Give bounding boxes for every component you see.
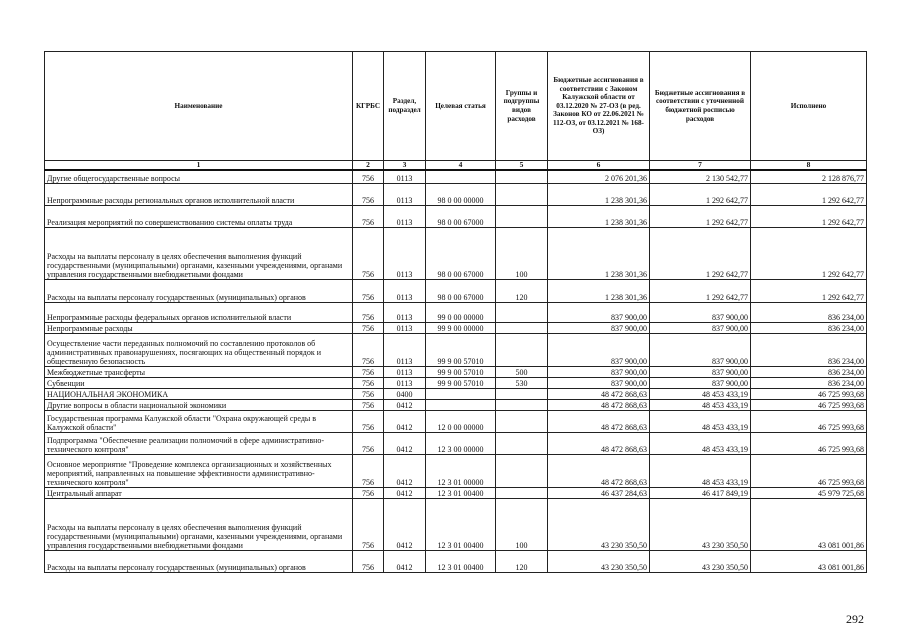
row-expense-group [496,170,548,183]
row-name: Расходы на выплаты персоналу государственных (муниципальных) органов [45,550,353,572]
row-budget-refined: 48 453 433,19 [650,399,751,410]
row-target: 99 9 00 57010 [426,366,496,377]
row-name: Осуществление части переданных полномочий по составлению протоколов об административных правонарушениях, посягающих на общественный порядок и общественную безопасность [45,333,353,366]
row-section: 0113 [384,279,426,302]
row-section: 0113 [384,183,426,205]
row-section: 0412 [384,454,426,487]
row-budget-law: 48 472 868,63 [548,388,650,399]
row-name: Расходы на выплаты персоналу государственных (муниципальных) органов [45,279,353,302]
row-budget-refined: 43 230 350,50 [650,498,751,550]
row-name: Другие общегосударственные вопросы [45,170,353,183]
table-row [45,183,867,205]
row-budget-refined: 1 292 642,77 [650,205,751,227]
row-name: Непрограммные расходы [45,322,353,333]
row-executed: 1 292 642,77 [751,205,867,227]
row-name: НАЦИОНАЛЬНАЯ ЭКОНОМИКА [45,388,353,399]
row-kgrbs: 756 [353,170,384,183]
table-row [45,454,867,487]
row-kgrbs: 756 [353,366,384,377]
row-executed: 2 128 876,77 [751,170,867,183]
row-kgrbs: 756 [353,322,384,333]
header-budget-refined: Бюджетные ассигнования в соответствии с уточненной бюджетной росписью расходов [650,52,751,161]
row-target [426,170,496,183]
row-kgrbs: 756 [353,454,384,487]
table-row [45,279,867,302]
row-section: 0113 [384,205,426,227]
row-executed: 46 725 993,68 [751,454,867,487]
table-row [45,302,867,322]
row-name: Расходы на выплаты персоналу в целях обеспечения выполнения функций государственными (муниципальными) органами, казенными учреждениями, органами управления государственными внебюджетными фондами [45,227,353,279]
row-executed: 836 234,00 [751,333,867,366]
row-executed: 836 234,00 [751,377,867,388]
row-expense-group [496,302,548,322]
row-target: 98 0 00 67000 [426,205,496,227]
header-name: Наименование [45,52,353,161]
row-target: 99 9 00 57010 [426,333,496,366]
row-section: 0412 [384,432,426,454]
row-expense-group [496,487,548,498]
row-kgrbs: 756 [353,399,384,410]
row-name: Непрограммные расходы региональных органов исполнительной власти [45,183,353,205]
row-executed: 43 081 001,86 [751,550,867,572]
column-number: 7 [650,161,751,171]
row-target: 98 0 00 67000 [426,227,496,279]
row-section: 0113 [384,366,426,377]
row-budget-refined: 837 900,00 [650,366,751,377]
row-section: 0113 [384,227,426,279]
row-target: 99 9 00 00000 [426,322,496,333]
row-executed: 43 081 001,86 [751,498,867,550]
row-name: Расходы на выплаты персоналу в целях обеспечения выполнения функций государственными (муниципальными) органами, казенными учреждениями, органами управления государственными внебюджетными фондами [45,498,353,550]
column-number-row [45,161,867,171]
row-expense-group [496,388,548,399]
page-number: 292 [846,612,864,626]
row-executed: 46 725 993,68 [751,432,867,454]
row-name: Центральный аппарат [45,487,353,498]
row-expense-group [496,410,548,432]
row-budget-refined: 48 453 433,19 [650,432,751,454]
header-row [45,52,867,161]
row-name: Основное мероприятие "Проведение комплекса организационных и хозяйственных мероприятий, направленных на повышение эффективности административно-технического контроля" [45,454,353,487]
row-budget-law: 1 238 301,36 [548,227,650,279]
row-executed: 46 725 993,68 [751,399,867,410]
row-section: 0412 [384,399,426,410]
column-number: 5 [496,161,548,171]
table-row [45,170,867,183]
row-target: 12 3 01 00400 [426,487,496,498]
row-budget-law: 43 230 350,50 [548,498,650,550]
table-row [45,366,867,377]
row-budget-law: 43 230 350,50 [548,550,650,572]
row-target: 99 9 00 57010 [426,377,496,388]
table-row [45,227,867,279]
row-expense-group [496,333,548,366]
table-row [45,550,867,572]
row-budget-refined: 48 453 433,19 [650,388,751,399]
row-target: 12 3 01 00000 [426,454,496,487]
table-row [45,498,867,550]
header-executed: Исполнено [751,52,867,161]
row-expense-group [496,322,548,333]
row-budget-law: 837 900,00 [548,366,650,377]
column-number: 3 [384,161,426,171]
row-name: Другие вопросы в области национальной экономики [45,399,353,410]
row-name: Подпрограмма "Обеспечение реализации полномочий в сфере административно-технического контроля" [45,432,353,454]
row-section: 0412 [384,550,426,572]
row-budget-law: 1 238 301,36 [548,205,650,227]
row-expense-group: 120 [496,279,548,302]
row-target: 98 0 00 67000 [426,279,496,302]
table-row [45,377,867,388]
row-section: 0113 [384,377,426,388]
row-expense-group [496,183,548,205]
row-expense-group: 120 [496,550,548,572]
row-executed: 836 234,00 [751,366,867,377]
row-kgrbs: 756 [353,377,384,388]
table-body [45,170,867,572]
row-section: 0412 [384,410,426,432]
table-row [45,410,867,432]
row-executed: 46 725 993,68 [751,410,867,432]
row-section: 0113 [384,333,426,366]
row-target [426,388,496,399]
row-budget-law: 837 900,00 [548,322,650,333]
row-kgrbs: 756 [353,227,384,279]
header-target: Целевая статья [426,52,496,161]
row-expense-group [496,205,548,227]
table-row [45,399,867,410]
row-name: Субвенции [45,377,353,388]
row-budget-refined: 43 230 350,50 [650,550,751,572]
row-kgrbs: 756 [353,205,384,227]
row-target: 12 0 00 00000 [426,410,496,432]
table-row [45,205,867,227]
row-budget-law: 837 900,00 [548,377,650,388]
row-budget-refined: 1 292 642,77 [650,279,751,302]
row-kgrbs: 756 [353,302,384,322]
table-row [45,322,867,333]
column-number: 2 [353,161,384,171]
row-kgrbs: 756 [353,333,384,366]
row-kgrbs: 756 [353,279,384,302]
row-expense-group [496,399,548,410]
row-expense-group [496,432,548,454]
row-budget-refined: 48 453 433,19 [650,454,751,487]
row-section: 0113 [384,170,426,183]
row-target: 12 3 00 00000 [426,432,496,454]
table-row [45,333,867,366]
row-expense-group: 100 [496,498,548,550]
header-groups: Группы и подгруппы видов расходов [496,52,548,161]
row-expense-group: 530 [496,377,548,388]
row-expense-group: 500 [496,366,548,377]
row-budget-law: 48 472 868,63 [548,399,650,410]
row-budget-refined: 837 900,00 [650,322,751,333]
row-expense-group: 100 [496,227,548,279]
header-kgrbs: КГРБС [353,52,384,161]
row-budget-law: 48 472 868,63 [548,454,650,487]
budget-execution-table [44,51,867,573]
row-kgrbs: 756 [353,498,384,550]
row-executed: 45 979 725,68 [751,487,867,498]
row-executed: 1 292 642,77 [751,183,867,205]
table-row [45,388,867,399]
row-section: 0113 [384,302,426,322]
row-budget-law: 48 472 868,63 [548,432,650,454]
row-kgrbs: 756 [353,388,384,399]
row-budget-refined: 837 900,00 [650,302,751,322]
row-kgrbs: 756 [353,487,384,498]
row-name: Реализация мероприятий по совершенствованию системы оплаты труда [45,205,353,227]
row-budget-refined: 48 453 433,19 [650,410,751,432]
row-budget-law: 48 472 868,63 [548,410,650,432]
row-target [426,399,496,410]
row-executed: 836 234,00 [751,322,867,333]
row-budget-refined: 1 292 642,77 [650,227,751,279]
row-target: 12 3 01 00400 [426,498,496,550]
header-section: Раздел, подраздел [384,52,426,161]
column-number: 4 [426,161,496,171]
row-budget-refined: 46 417 849,19 [650,487,751,498]
table-row [45,432,867,454]
row-executed: 1 292 642,77 [751,279,867,302]
row-section: 0412 [384,487,426,498]
row-budget-law: 2 076 201,36 [548,170,650,183]
header-budget-law: Бюджетные ассигнования в соответствии с Законом Калужской области от 03.12.2020 № 27-ОЗ (в ред. Законов КО от 22.06.2021 № 112-ОЗ, от 03.12.2021 № 168-ОЗ) [548,52,650,161]
row-budget-refined: 2 130 542,77 [650,170,751,183]
row-expense-group [496,454,548,487]
row-target: 99 0 00 00000 [426,302,496,322]
row-budget-refined: 1 292 642,77 [650,183,751,205]
row-name: Межбюджетные трансферты [45,366,353,377]
row-kgrbs: 756 [353,410,384,432]
row-section: 0113 [384,322,426,333]
row-kgrbs: 756 [353,432,384,454]
column-number: 1 [45,161,353,171]
row-section: 0412 [384,498,426,550]
row-kgrbs: 756 [353,183,384,205]
row-budget-law: 1 238 301,36 [548,279,650,302]
row-name: Непрограммные расходы федеральных органов исполнительной власти [45,302,353,322]
row-executed: 1 292 642,77 [751,227,867,279]
row-budget-law: 1 238 301,36 [548,183,650,205]
row-target: 12 3 01 00400 [426,550,496,572]
row-budget-law: 837 900,00 [548,302,650,322]
row-name: Государственная программа Калужской области "Охрана окружающей среды в Калужской области" [45,410,353,432]
row-executed: 836 234,00 [751,302,867,322]
column-number: 8 [751,161,867,171]
row-budget-refined: 837 900,00 [650,377,751,388]
row-kgrbs: 756 [353,550,384,572]
column-number: 6 [548,161,650,171]
row-target: 98 0 00 00000 [426,183,496,205]
table-row [45,487,867,498]
row-budget-refined: 837 900,00 [650,333,751,366]
row-executed: 46 725 993,68 [751,388,867,399]
row-budget-law: 837 900,00 [548,333,650,366]
row-section: 0400 [384,388,426,399]
row-budget-law: 46 437 284,63 [548,487,650,498]
